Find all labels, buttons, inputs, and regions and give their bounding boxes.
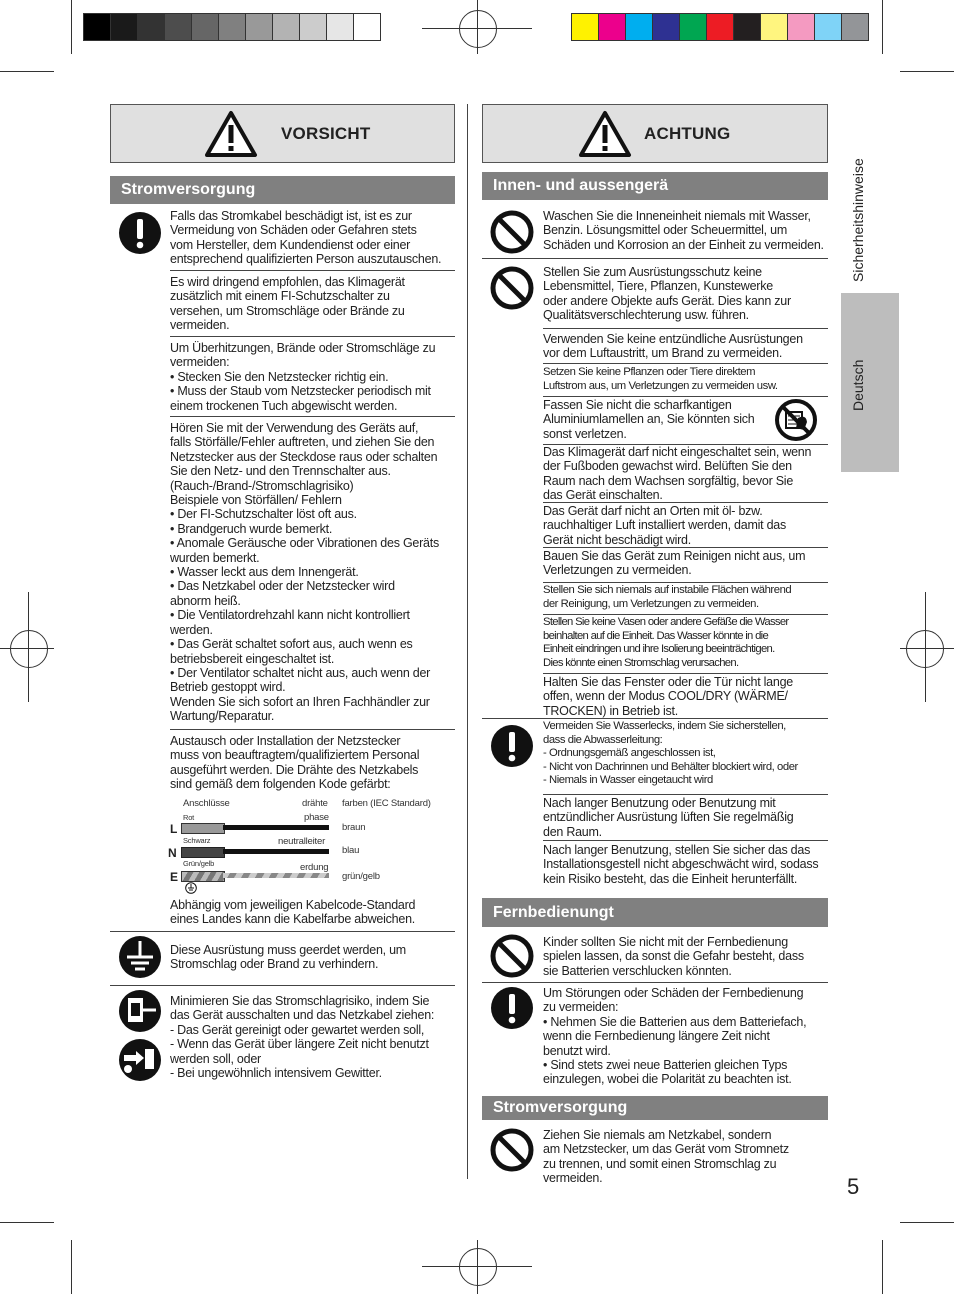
color-swatch	[191, 13, 219, 41]
color-swatch	[841, 13, 869, 41]
section-stromversorgung-right: Stromversorgung	[482, 1096, 828, 1120]
wire-plug-icon	[181, 871, 225, 882]
warning-triangle-icon	[204, 110, 258, 158]
wire-letter: L	[170, 822, 178, 836]
text-grounding: Diese Ausrüstung muss geerdet werden, um Stromschlag oder Brand zu verhindern.	[170, 943, 406, 972]
color-swatch	[299, 13, 327, 41]
vorsicht-header	[110, 104, 455, 163]
text-no-objects-on-unit: Stellen Sie zum Ausrüstungsschutz keine Lebensmittel, Tiere, Pflanzen, Kunstewerke oder andere Objekte aufs Gerät. Dies kann zur Qualitätsverschlechterung usw. führen.	[543, 265, 791, 323]
text-ventilate-room: Nach langer Benutzung oder Benutzung mit entzündlicher Ausrüstung lüften Sie regelmäßig den Raum.	[543, 796, 794, 839]
col-header-terminals: Anschlüsse	[183, 798, 230, 809]
text-remote-batteries: Um Störungen oder Schäden der Fernbedienung zu vermeiden: • Nehmen Sie die Batterien aus dem Batteriefach, wenn die Fernbedienung längere Zeit nicht benutzt wird. • Sind stets zwei neue Batterien gleichen Typs einzulegen, wobei die Polarität zu beachten ist.	[543, 986, 807, 1087]
text-installation-frame: Nach langer Benutzung, stellen Sie sicher das das Installationsgestell nicht abgeschwächt wird, sodass kein Risiko besteht, das die Einheit herunterfällt.	[543, 843, 819, 886]
color-swatch	[814, 13, 842, 41]
color-swatch	[598, 13, 626, 41]
text-no-vases: Stellen Sie keine Vasen oder andere Gefäße die Wasser beinhalten auf die Einheit. Das Wasser könnte in die Einheit eindringen und ihre Isolierung beeinträchtigen. Dies könnte einen Stromschlag verursachen.	[543, 616, 789, 669]
color-swatch	[760, 13, 788, 41]
text-floor-waxing: Das Klimagerät darf nicht eingeschaltet sein, wenn der Fußboden gewachst wird. Belüften Sie den Raum nach dem Wachsen sorgfältig, bevor Sie das Gerät einschalten.	[543, 445, 812, 503]
color-swatch	[110, 13, 138, 41]
prohibited-icon	[490, 210, 534, 254]
divider	[482, 258, 828, 259]
color-swatch	[652, 13, 680, 41]
mandatory-exclamation-icon	[490, 986, 534, 1030]
divider	[170, 416, 455, 417]
prohibited-icon	[490, 934, 534, 978]
section-innen-aussengeraet: Innen- und aussengerä	[482, 172, 828, 200]
sidebar-section-label: Sicherheitshinweise	[850, 158, 866, 282]
warning-triangle-icon	[578, 110, 632, 158]
color-swatch	[625, 13, 653, 41]
divider	[543, 396, 828, 397]
divider	[543, 794, 828, 795]
text-cable-color-note: Abhängig vom jeweiligen Kabelcode-Standard eines Landes kann die Kabelfarbe abweichen.	[170, 898, 416, 927]
ground-symbol-icon	[185, 882, 197, 894]
color-swatch	[83, 13, 111, 41]
color-swatch	[326, 13, 354, 41]
no-touching-fins-icon	[774, 398, 818, 442]
wire-plug-icon	[181, 823, 225, 834]
text-unstable-surfaces: Stellen Sie sich niemals auf instabile Flächen während der Reinigung, um Verletzungen zu vermeiden.	[543, 584, 792, 610]
divider	[110, 931, 455, 932]
switch-off-icon	[118, 989, 162, 1033]
color-swatch	[218, 13, 246, 41]
color-swatch	[679, 13, 707, 41]
wire-line	[223, 849, 329, 854]
achtung-header	[482, 104, 828, 163]
color-swatch	[137, 13, 165, 41]
wire-type-label: erdung	[300, 862, 329, 873]
divider	[170, 336, 455, 337]
divider	[110, 985, 455, 986]
prohibited-icon	[490, 266, 534, 310]
section-stromversorgung-left: Stromversorgung	[110, 176, 455, 204]
achtung-title: ACHTUNG	[644, 124, 731, 143]
col-header-wires: drähte	[302, 798, 328, 809]
wire-iec-color: blau	[342, 845, 360, 856]
text-no-plants-animals: Setzen Sie keine Pflanzen oder Tiere direktem Luftstrom aus, um Verletzungen zu vermeiden usw.	[543, 366, 778, 392]
mandatory-exclamation-icon	[490, 724, 534, 768]
wire-type-label: neutralleiter	[278, 836, 326, 847]
sidebar-language-label: Deutsch	[850, 359, 866, 411]
color-swatch	[353, 13, 381, 41]
wire-letter: E	[170, 870, 179, 884]
wire-letter: N	[168, 846, 177, 860]
text-water-leaks: Vermeiden Sie Wasserlecks, indem Sie sicherstellen, dass die Abwasserleitung: - Ordnungsgemäß angeschlossen ist, - Nicht von Dachrinnen und Behälter blockiert wird, oder - Niemals in Wasser eingetaucht wird	[543, 720, 798, 787]
text-window-door: Halten Sie das Fenster oder die Tür nicht lange offen, wenn der Modus COOL/DRY (WÄRME/ TROCKEN) in Betrieb ist.	[543, 675, 793, 718]
page-number: 5	[847, 1174, 860, 1199]
color-swatch	[245, 13, 273, 41]
mandatory-exclamation-icon	[118, 211, 162, 255]
wire-type-label: phase	[304, 812, 329, 823]
prohibited-icon	[490, 1128, 534, 1172]
divider	[170, 729, 455, 730]
divider	[543, 363, 828, 364]
divider	[543, 547, 828, 548]
text-fi-switch: Es wird dringend empfohlen, das Klimagerät zusätzlich mit einem FI-Schutzschalter zu versehen, um Stromschläge oder Brände zu vermeiden.	[170, 275, 405, 333]
divider	[170, 270, 455, 271]
text-no-flammables: Verwenden Sie keine entzündliche Ausrüstungen vor dem Luftaustritt, um Brand zu vermeiden.	[543, 332, 803, 361]
color-swatch	[787, 13, 815, 41]
text-cable-damage: Falls das Stromkabel beschädigt ist, ist es zur Vermeidung von Schäden oder Gefahren stets vom Hersteller, dem Kundendienst oder einer entsprechend qualifizierten Person auszutauschen.	[170, 209, 442, 267]
color-swatch	[272, 13, 300, 41]
column-divider	[467, 104, 468, 1179]
wire-color-label: Schwarz	[183, 836, 211, 845]
divider	[543, 614, 828, 615]
text-unplug-instructions: Minimieren Sie das Stromschlagrisiko, indem Sie das Gerät ausschalten und das Netzkabel ziehen: - Das Gerät gereinigt oder gewartet werden soll, - Wenn das Gerät über längere Zeit nicht benutzt werden soll, oder - Bei ungewöhnlich intensivem Gewitter.	[170, 994, 435, 1081]
divider	[482, 982, 828, 983]
divider	[543, 582, 828, 583]
color-swatch	[571, 13, 599, 41]
divider	[482, 718, 828, 719]
earth-ground-icon	[118, 935, 162, 979]
divider	[543, 840, 828, 841]
color-swatch	[706, 13, 734, 41]
text-no-disassembly: Bauen Sie das Gerät zum Reinigen nicht aus, um Verletzungen zu vermeiden.	[543, 549, 806, 578]
text-plug-replacement: Austausch oder Installation der Netzstecker muss von beauftragtem/qualifiziertem Personal ausgeführt werden. Die Drähte des Netzkabels sind gemäß dem folgenden Kode gefärbt:	[170, 734, 420, 792]
wire-iec-color: braun	[342, 822, 366, 833]
wire-line	[223, 873, 329, 878]
divider	[543, 673, 828, 674]
wire-iec-color: grün/gelb	[342, 871, 380, 882]
col-header-colors: farben (IEC Standard)	[342, 798, 431, 809]
color-swatch	[164, 13, 192, 41]
vorsicht-title: VORSICHT	[281, 124, 371, 143]
text-children-remote: Kinder sollten Sie nicht mit der Fernbedienung spielen lassen, da sonst die Gefahr besteht, dass sie Batterien verschlucken könnten.	[543, 935, 804, 978]
text-overheating: Um Überhitzungen, Brände oder Stromschläge zu vermeiden: • Stecken Sie den Netzstecker richtig ein. • Muss der Staub vom Netzstecker periodisch mit einem trockenen Tuch abgewischt werden.	[170, 341, 436, 413]
text-oily-smoky-air: Das Gerät darf nicht an Orten mit öl- bzw. rauchhaltiger Luft installiert werden, damit das Gerät nicht beschädigt wird.	[543, 504, 786, 547]
wire-color-label: Grün/gelb	[183, 859, 215, 868]
divider	[543, 502, 828, 503]
section-fernbedienung: Fernbedienungt	[482, 898, 828, 927]
color-swatch	[733, 13, 761, 41]
text-sharp-fins: Fassen Sie nicht die scharfkantigen Aluminiumlamellen an, Sie könnten sich sonst verletzen.	[543, 398, 755, 441]
unplug-icon	[118, 1038, 162, 1082]
text-pull-plug-not-cable: Ziehen Sie niemals am Netzkabel, sondern am Netzstecker, um das Gerät vom Stromnetz zu trennen, und somit einen Stromschlag zu vermeiden.	[543, 1128, 789, 1186]
wire-line	[223, 825, 329, 830]
divider	[543, 328, 828, 329]
wire-color-label: Rot	[183, 813, 195, 822]
text-no-washing: Waschen Sie die Inneneinheit niemals mit Wasser, Benzin. Lösungsmittel oder Scheuermittel, um Schäden und Korrosion an der Einheit zu vermeiden.	[543, 209, 824, 252]
text-malfunction-list: Hören Sie mit der Verwendung des Geräts auf, falls Störfälle/Fehler auftreten, und ziehen Sie den Netzstecker aus der Steckdose raus oder schalten Sie den Netz- und den Trennschalter aus. (Rauch-/Brand-/Stromschlagrisiko) Beispiele von Störfällen/ Fehlern • Der FI-Schutzschalter löst oft aus. • Brandgeruch wurde bemerkt. • Anomale Geräusche oder Vibrationen des Geräts wurden bemerkt. • Wasser leckt aus dem Innengerät. • Das Netzkabel oder der Netzstecker wird abnorm heiß. • Die Ventilatordrehzahl kann nicht kontrolliert werden. • Das Gerät schaltet sofort aus, auch wenn es betriebsbereit eingeschaltet ist. • Der Ventilator schaltet nicht aus, auch wenn der Betrieb gestoppt wird. Wenden Sie sich sofort an Ihren Fachhändler zur Wartung/Reparatur.	[170, 421, 439, 724]
wire-plug-icon	[181, 847, 225, 858]
